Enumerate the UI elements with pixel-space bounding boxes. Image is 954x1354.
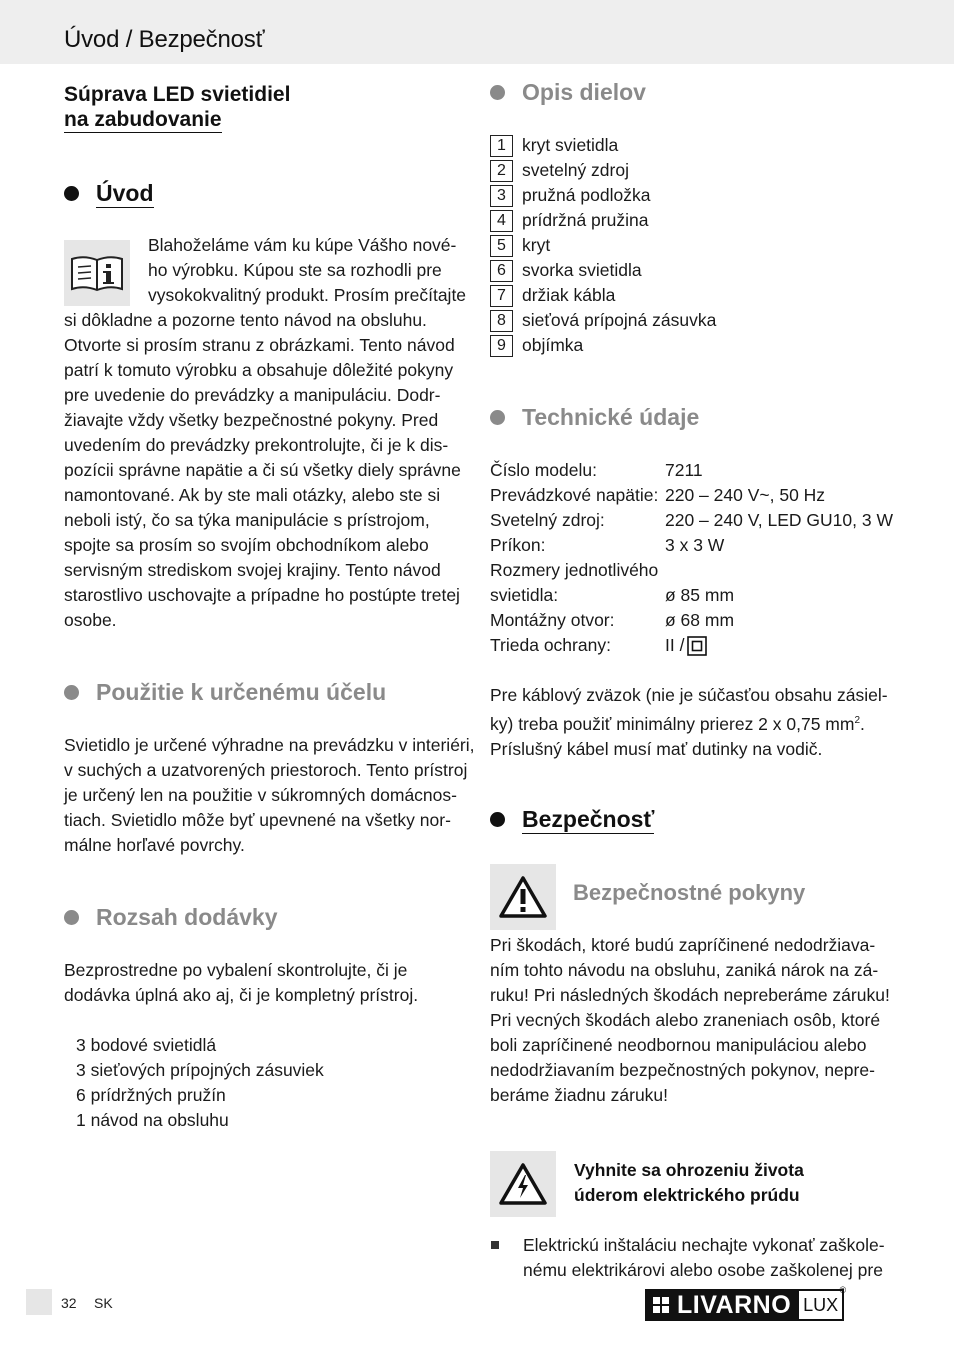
cable-superscript: 2 — [854, 715, 861, 726]
safety-heading-text: Bezpečnosť — [522, 806, 655, 832]
page-number: 32 — [61, 1295, 77, 1311]
part-label: prídržná pružina — [522, 210, 649, 230]
logo-main — [645, 1289, 797, 1321]
use-paragraph — [64, 733, 475, 858]
use-line: Svietidlo je určené výhradne na prevádzku v interiéri, — [64, 735, 475, 755]
safety-paragraph — [490, 933, 890, 1108]
part-row — [490, 209, 648, 232]
spec-row — [490, 558, 658, 583]
spec-row — [490, 483, 826, 508]
spec-row — [490, 633, 685, 658]
use-heading-text: Použitie k určenému účelu — [96, 679, 387, 705]
double-insulation-icon — [687, 636, 707, 656]
section-heading-parts — [490, 79, 646, 106]
bullet-line: nému elektrikárovi alebo osobe zaškolenej pre — [523, 1260, 883, 1280]
intro-paragraph — [64, 308, 461, 633]
section-heading-intro — [64, 179, 154, 208]
part-label: držiak kábla — [522, 285, 616, 305]
spec-value: 3 x 3 W — [665, 535, 725, 555]
bullet-icon — [64, 910, 79, 925]
bullet-icon — [490, 85, 505, 100]
list-item: 1 návod na obsluhu — [76, 1110, 229, 1130]
bullet-icon — [490, 410, 505, 425]
spec-value: ø 85 mm — [665, 585, 735, 605]
bullet-icon — [64, 186, 79, 201]
section-heading-safety — [490, 805, 654, 834]
spec-row — [490, 583, 735, 608]
safety-line: Pri škodách, ktoré budú zapríčinené nedodržiava- — [490, 935, 876, 955]
part-row — [490, 184, 650, 207]
intro-line: namontované. Ak by ste mali otázky, alebo ste si — [64, 485, 441, 505]
cable-line-end: . — [860, 713, 865, 734]
section-heading-scope — [64, 904, 278, 931]
spec-value: 220 – 240 V, LED GU10, 3 W — [665, 510, 893, 530]
document-title — [64, 82, 290, 133]
logo-main-text: LIVARNO — [677, 1290, 792, 1319]
parts-heading-text: Opis dielov — [522, 79, 646, 105]
shock-warning-heading — [574, 1158, 804, 1208]
part-number: 8 — [490, 310, 513, 332]
info-manual-icon — [64, 240, 130, 306]
logo-registered: ® — [839, 1285, 847, 1295]
intro-wrap-line: Blahoželáme vám ku kúpe Vášho nové- — [148, 235, 457, 255]
scope-list — [76, 1033, 324, 1133]
part-row — [490, 334, 583, 357]
bullet-icon — [490, 812, 505, 827]
spec-value-protection — [665, 633, 707, 658]
spec-value: 220 – 240 V~, 50 Hz — [665, 485, 826, 505]
intro-line: uvedením do prevádzky prekontrolujte, či je k dis- — [64, 435, 449, 455]
part-row — [490, 284, 615, 307]
spec-label: Príkon: — [490, 535, 546, 555]
part-label: svetelný zdroj — [522, 160, 629, 180]
header-title: Úvod / Bezpečnosť — [64, 26, 265, 53]
section-heading-tech — [490, 404, 699, 431]
part-number: 9 — [490, 335, 513, 357]
part-label: svorka svietidla — [522, 260, 642, 280]
intro-line: Otvorte si prosím stranu z obrázkami. Tento návod — [64, 335, 455, 355]
use-line: je určený len na použitie v súkromných domácnos- — [64, 785, 457, 805]
part-label: kryt — [522, 235, 551, 255]
part-row — [490, 134, 618, 157]
spec-label: Svetelný zdroj: — [490, 510, 605, 530]
intro-line: spojte sa prosím so svojím obchodníkom alebo — [64, 535, 429, 555]
tech-heading-text: Technické údaje — [522, 404, 700, 430]
part-label: pružná podložka — [522, 185, 651, 205]
safety-line: beráme žiadnu záruku! — [490, 1085, 669, 1105]
cable-line-text: ky) treba použiť minimálny prierez 2 x 0,75 mm — [490, 713, 855, 734]
intro-line: osobe. — [64, 610, 117, 630]
language-code: SK — [94, 1295, 113, 1311]
bullet-paragraph — [523, 1233, 885, 1283]
livarno-lux-logo — [645, 1285, 847, 1321]
intro-line: servisným strediskom svojej krajiny. Tento návod — [64, 560, 441, 580]
spec-label: Číslo modelu: — [490, 460, 597, 480]
shock-heading-line: úderom elektrického prúdu — [574, 1185, 800, 1205]
bullet-line: Elektrickú inštaláciu nechajte vykonať zaškole- — [523, 1235, 885, 1255]
section-heading-use — [64, 679, 386, 706]
logo-lux: LUX — [797, 1289, 844, 1321]
part-row — [490, 259, 642, 282]
scope-line: Bezprostredne po vybalení skontrolujte, či je — [64, 960, 408, 980]
spec-label: Rozmery jednotlivého — [490, 560, 659, 580]
part-row — [490, 159, 629, 182]
spec-label: svietidla: — [490, 585, 559, 605]
list-item: 3 bodové svietidlá — [76, 1035, 217, 1055]
safety-line: ruku! Pri následných škodách nepreberáme záruku! — [490, 985, 890, 1005]
part-number: 1 — [490, 135, 513, 157]
shock-heading-line: Vyhnite sa ohrozeniu života — [574, 1160, 804, 1180]
safety-line: ním tohto návodu na obsluhu, zaniká nárok na zá- — [490, 960, 879, 980]
cable-paragraph — [490, 683, 888, 762]
part-number: 6 — [490, 260, 513, 282]
page-marker — [26, 1289, 52, 1315]
intro-line: patrí k tomuto výrobku a obsahuje dôležité pokyny — [64, 360, 454, 380]
scope-heading-text: Rozsah dodávky — [96, 904, 278, 930]
part-number: 7 — [490, 285, 513, 307]
use-line: tiach. Svietidlo môže byť upevnené na všetky nor- — [64, 810, 451, 830]
part-number: 2 — [490, 160, 513, 182]
spec-row — [490, 533, 725, 558]
intro-line: pozícii správne napätie a či sú všetky diely správne — [64, 460, 461, 480]
spec-value: II / — [665, 635, 685, 655]
cable-line: Pre káblový zväzok (nie je súčasťou obsahu zásiel- — [490, 685, 888, 705]
document-title-line1: Súprava LED svietidiel — [64, 83, 291, 106]
cable-line: Príslušný kábel musí mať dutinky na vodič. — [490, 738, 823, 759]
part-row — [490, 309, 716, 332]
spec-row — [490, 508, 893, 533]
square-bullet-icon — [491, 1241, 499, 1249]
electric-shock-warning-icon — [490, 1151, 556, 1217]
page-header — [0, 0, 954, 64]
spec-value: ø 68 mm — [665, 610, 735, 630]
part-number: 4 — [490, 210, 513, 232]
spec-value: 7211 — [665, 460, 703, 480]
livarno-squares-icon — [653, 1297, 669, 1313]
spec-row — [490, 608, 735, 633]
part-label: objímka — [522, 335, 584, 355]
intro-line: žiavajte vždy všetky bezpečnostné pokyny. Pred — [64, 410, 439, 430]
scope-line: dodávka úplná ako aj, či je kompletný prístroj. — [64, 985, 419, 1005]
part-number: 3 — [490, 185, 513, 207]
document-title-line2: na zabudovanie — [64, 108, 222, 131]
use-line: málne horľavé povrchy. — [64, 835, 245, 855]
intro-line: neboli istý, čo sa týka manipulácie s prístrojom, — [64, 510, 430, 530]
warning-triangle-icon — [490, 864, 556, 930]
part-number: 5 — [490, 235, 513, 257]
intro-line: pre uvedenie do prevádzky a manipuláciu. Dodr- — [64, 385, 441, 405]
safety-sub-heading: Bezpečnostné pokyny — [573, 880, 806, 905]
spec-label: Montážny otvor: — [490, 610, 615, 630]
cable-line-with-sup — [490, 708, 888, 737]
part-label: kryt svietidla — [522, 135, 619, 155]
intro-line: starostlivo uschovajte a prípadne ho postúpte tretej — [64, 585, 460, 605]
intro-heading-text: Úvod — [96, 180, 154, 206]
list-item: 3 sieťových prípojných zásuviek — [76, 1060, 324, 1080]
part-label: sieťová prípojná zásuvka — [522, 310, 717, 330]
scope-paragraph — [64, 958, 418, 1008]
safety-line: boli zapríčinené neodbornou manipuláciou alebo — [490, 1035, 867, 1055]
use-line: v suchých a uzatvorených priestoroch. Tento prístroj — [64, 760, 468, 780]
intro-wrap-line: vysokokvalitný produkt. Prosím prečítajte — [148, 285, 467, 305]
safety-line: Pri vecných škodách alebo zraneniach osôb, ktoré — [490, 1010, 881, 1030]
safety-line: nedodržiavaním bezpečnostných pokynov, nepre- — [490, 1060, 875, 1080]
part-row — [490, 234, 550, 257]
spec-label: Prevádzkové napätie: — [490, 485, 659, 505]
list-item: 6 prídržných pružín — [76, 1085, 226, 1105]
bullet-icon — [64, 685, 79, 700]
spec-row — [490, 458, 703, 483]
intro-line: si dôkladne a pozorne tento návod na obsluhu. — [64, 310, 427, 330]
intro-wrap-line: ho výrobku. Kúpou ste sa rozhodli pre — [148, 260, 442, 280]
intro-wrap-paragraph — [148, 233, 466, 308]
spec-label: Trieda ochrany: — [490, 635, 611, 655]
